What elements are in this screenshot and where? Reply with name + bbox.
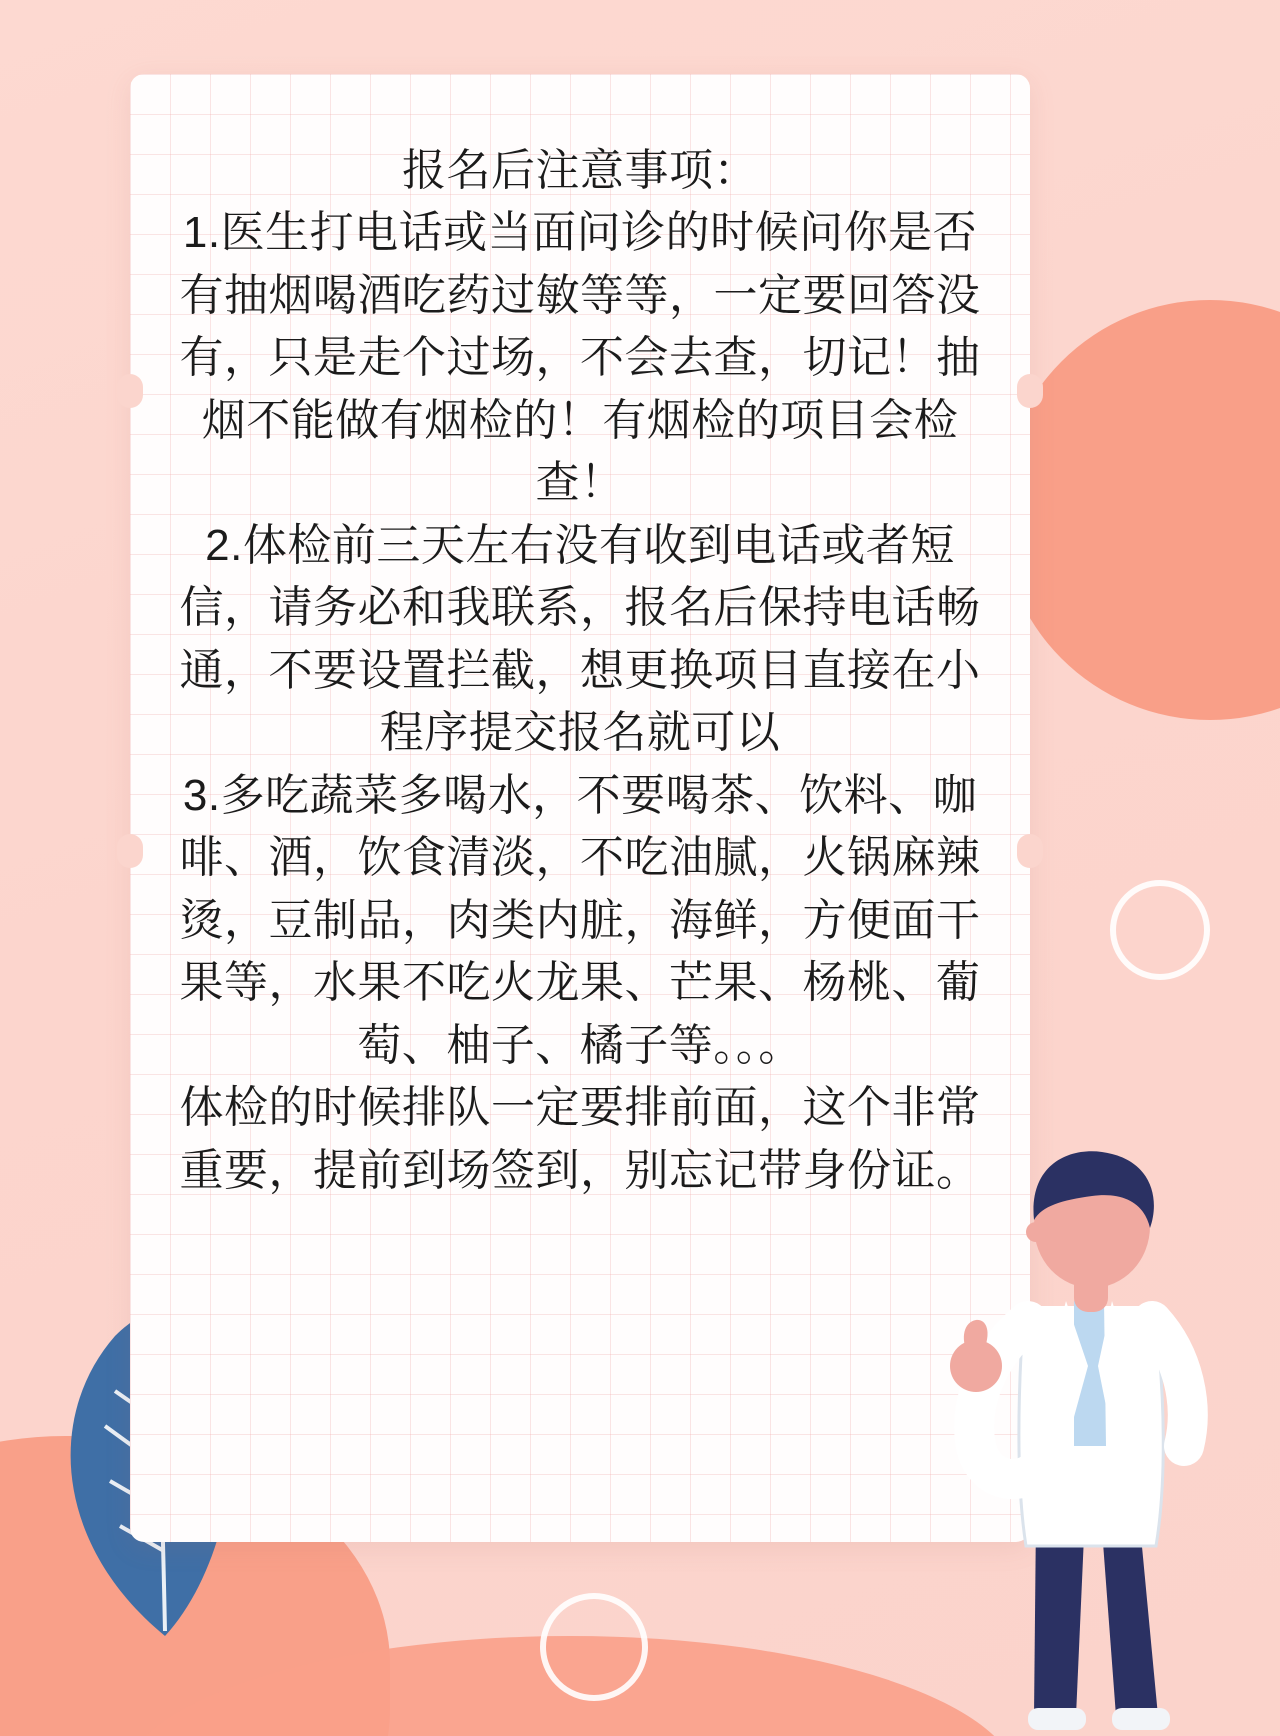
white-ring-right-decoration	[1110, 880, 1210, 980]
notice-title: 报名后注意事项：	[402, 146, 758, 195]
notice-paragraph-2: 2.体检前三天左右没有收到电话或者短信，请务必和我联系，报名后保持电话畅通，不要设置拦截，想更换项目直接在小程序提交报名就可以	[179, 520, 981, 758]
doctor-illustration	[916, 1116, 1256, 1736]
notice-paragraph-1: 1.医生打电话或当面问诊的时候问你是否有抽烟喝酒吃药过敏等等，一定要回答没有，只是走个过场，不会去查，切记！抽烟不能做有烟检的！有烟检的项目会检查！	[179, 208, 981, 508]
notice-content	[130, 140, 1030, 1202]
notice-paragraph-3: 3.多吃蔬菜多喝水，不要喝茶、饮料、咖啡、酒，饮食清淡，不吃油腻，火锅麻辣烫，豆制品，肉类内脏，海鲜，方便面干果等，水果不吃火龙果、芒果、杨桃、葡萄、柚子、橘子等。。。	[179, 770, 981, 1070]
coral-circle-right-decoration	[1000, 300, 1280, 720]
white-ring-bottom-decoration	[540, 1593, 648, 1701]
notice-paragraph-4: 体检的时候排队一定要排前面，这个非常重要，提前到场签到，别忘记带身份证。	[179, 1083, 981, 1195]
notice-card	[130, 74, 1030, 1542]
